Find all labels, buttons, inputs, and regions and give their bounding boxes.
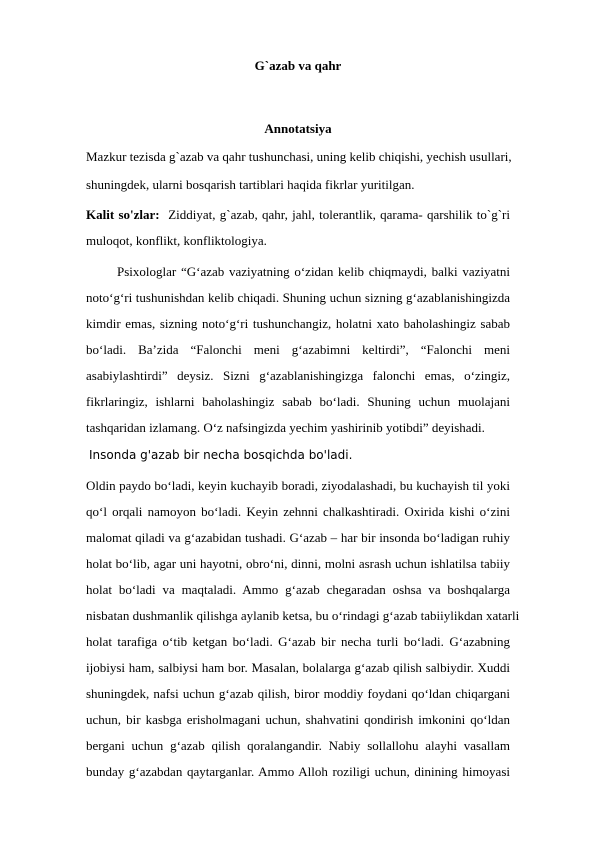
paragraph-line: shuningdek, nafsi uchun g‘azab qilish, biror moddiy foydani qo‘ldan chiqargani — [86, 686, 510, 701]
paragraph-line: fikrlaringiz, ishlarni baholashingiz sabab bo‘ladi. Shuning uchun muolajani — [86, 394, 510, 409]
paragraph-line: Oldin paydo bo‘ladi, keyin kuchayib boradi, ziyodalashadi, bu kuchayish til yoki — [86, 478, 510, 493]
paragraph-line: qo‘l orqali namoyon bo‘ladi. Keyin zehnni chalkashtiradi. Oxirida kishi o‘zini — [86, 504, 510, 519]
paragraph-line: uchun, bir kasbga erisholmagani uchun, shahvatini qondirish imkonini qo‘ldan — [86, 712, 510, 727]
keywords-label: Kalit so'zlar: — [86, 207, 160, 222]
paragraph-line: nisbatan dushmanlik qilishga aylanib ketsa, bu o‘rindagi g‘azab tabiiylikdan xatarli — [86, 608, 520, 623]
document-title: G`azab va qahr — [254, 58, 342, 73]
paragraph-line: kimdir emas, sizning noto‘g‘ri tushunchangiz, holatni xato baholashingiz sabab — [86, 316, 510, 331]
paragraph-line: asabiylashtirdi” deysiz. Sizni g‘azablanishingizga falonchi emas, o‘zingiz, — [86, 368, 510, 383]
paragraph-line: Psixologlar “G‘azab vaziyatning o‘zidan kelib chiqmaydi, balki vaziyatni — [117, 264, 510, 279]
paragraph-line: malomat qiladi va g‘azabidan tushadi. G‘azab – har bir insonda bo‘ladigan ruhiy — [86, 530, 510, 545]
annotation-line: Mazkur tezisda g`azab va qahr tushunchasi, uning kelib chiqishi, yechish usullari, — [86, 149, 512, 164]
keywords-text: Ziddiyat, g`azab, qahr, jahl, tolerantlik, qarama- qarshilik to`g`ri — [168, 207, 510, 222]
paragraph-line: bunday g‘azabdan qaytarganlar. Ammo Alloh roziligi uchun, dinining himoyasi — [86, 764, 510, 779]
annotation-line: shuningdek, ularni bosqarish tartiblari haqida fikrlar yuritilgan. — [86, 177, 415, 192]
keywords-line: muloqot, konflikt, konfliktologiya. — [86, 233, 267, 248]
paragraph-line: holat bo‘lib, agar uni hayotni, obro‘ni, dinni, molni asrash uchun ishlatilsa tabiiy — [86, 556, 510, 571]
section-heading: Insonda g'azab bir necha bosqichda bo'ladi. — [89, 448, 353, 462]
paragraph-line: bergani uchun g‘azab qilish qoralangandir. Nabiy sollallohu alayhi vasallam — [86, 738, 510, 753]
paragraph-line: holat tarafiga o‘tib ketgan bo‘ladi. G‘azab bir necha turli bo‘ladi. G‘azabning — [86, 634, 510, 649]
annotation-heading: Annotatsiya — [264, 121, 332, 136]
paragraph-line: tashqaridan izlamang. O‘z nafsingizda yechim yashirinib yotibdi” deyishadi. — [86, 420, 485, 435]
paragraph-line: holat bo‘ladi va maqtaladi. Ammo g‘azab chegaradan oshsa va boshqalarga — [86, 582, 510, 597]
paragraph-line: noto‘g‘ri tushunishdan kelib chiqadi. Shuning uchun sizning g‘azablanishingizda — [86, 290, 510, 305]
paragraph-line: bo‘ladi. Ba’zida “Falonchi meni g‘azabimni keltirdi”, “Falonchi meni — [86, 342, 510, 357]
keywords-line — [86, 205, 510, 225]
paragraph-line: ijobiysi ham, salbiysi ham bor. Masalan, bolalarga g‘azab qilish salbiydir. Xuddi — [86, 660, 510, 675]
